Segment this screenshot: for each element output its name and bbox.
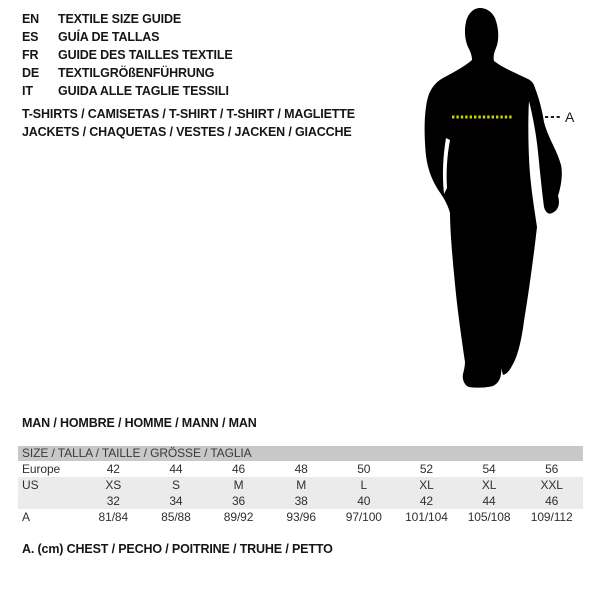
row-label: A <box>22 510 30 524</box>
size-cell: XL <box>481 478 497 492</box>
size-cell: 54 <box>482 462 496 476</box>
table-row-numeric <box>18 493 583 509</box>
size-cell: 42 <box>106 462 120 476</box>
size-table-header: SIZE / TALLA / TAILLE / GRÖSSE / TAGLIA <box>18 446 583 461</box>
size-cell: 85/88 <box>161 510 191 524</box>
size-cell: S <box>171 478 180 492</box>
size-cell: 52 <box>419 462 434 476</box>
man-silhouette-path <box>425 8 562 388</box>
language-row-it <box>22 82 233 100</box>
row-label <box>18 493 82 509</box>
language-list <box>22 10 233 100</box>
size-cell: XXL <box>540 478 563 492</box>
size-cell: 101/104 <box>405 510 448 524</box>
table-row-europe <box>18 461 583 477</box>
size-table <box>18 446 583 525</box>
size-cell: 46 <box>231 462 246 476</box>
size-cell: 32 <box>106 494 120 508</box>
language-row-es <box>22 28 233 46</box>
size-cell: 93/96 <box>286 510 316 524</box>
size-cell: 40 <box>357 494 371 508</box>
man-silhouette <box>400 0 600 400</box>
language-code: FR <box>22 48 39 62</box>
size-cell: 36 <box>231 494 246 508</box>
size-cell: 105/108 <box>467 510 511 524</box>
size-cell: 38 <box>294 494 308 508</box>
size-cell: 50 <box>357 462 371 476</box>
language-title: GUIDE DES TAILLES TEXTILE <box>58 48 233 62</box>
size-cell: XL <box>419 478 434 492</box>
language-code: ES <box>22 30 39 44</box>
size-cell: 48 <box>294 462 308 476</box>
size-cell: 109/112 <box>530 510 573 524</box>
size-cell: 56 <box>545 462 559 476</box>
section-title: MAN / HOMBRE / HOMME / MANN / MAN <box>22 416 257 430</box>
measurement-footnote: A. (cm) CHEST / PECHO / POITRINE / TRUHE / PETTO <box>22 542 333 556</box>
table-row-chest-a <box>18 509 583 525</box>
language-row-de <box>22 64 233 82</box>
size-cell: 42 <box>419 494 434 508</box>
size-cell: L <box>360 478 368 492</box>
size-cell: 46 <box>545 494 559 508</box>
size-cell: 44 <box>482 494 496 508</box>
size-cell: 81/84 <box>98 510 129 524</box>
size-cell: 89/92 <box>223 510 254 524</box>
row-label: Europe <box>22 462 61 476</box>
garment-categories <box>22 105 355 141</box>
language-title: GUÍA DE TALLAS <box>58 30 160 44</box>
language-title: GUIDA ALLE TAGLIE TESSILI <box>58 84 229 98</box>
measure-label-a: A <box>565 109 575 125</box>
category-jackets: JACKETS / CHAQUETAS / VESTES / JACKEN / GIACCHE <box>22 125 352 139</box>
size-cell: 44 <box>169 462 183 476</box>
size-cell: 34 <box>169 494 183 508</box>
language-code: DE <box>22 66 40 80</box>
language-code: IT <box>22 84 33 98</box>
row-label: US <box>22 478 39 492</box>
size-cell: M <box>296 478 307 492</box>
table-row-us <box>18 477 583 493</box>
size-cell: M <box>233 478 244 492</box>
size-cell: XS <box>105 478 122 492</box>
language-title: TEXTILE SIZE GUIDE <box>58 12 182 26</box>
size-cell: 97/100 <box>345 510 382 524</box>
language-code: EN <box>22 12 40 26</box>
language-title: TEXTILGRÖßENFÜHRUNG <box>58 66 215 80</box>
language-row-fr <box>22 46 233 64</box>
language-row-en <box>22 10 233 28</box>
category-tshirts: T-SHIRTS / CAMISETAS / T-SHIRT / T-SHIRT / MAGLIETTE <box>22 107 355 121</box>
